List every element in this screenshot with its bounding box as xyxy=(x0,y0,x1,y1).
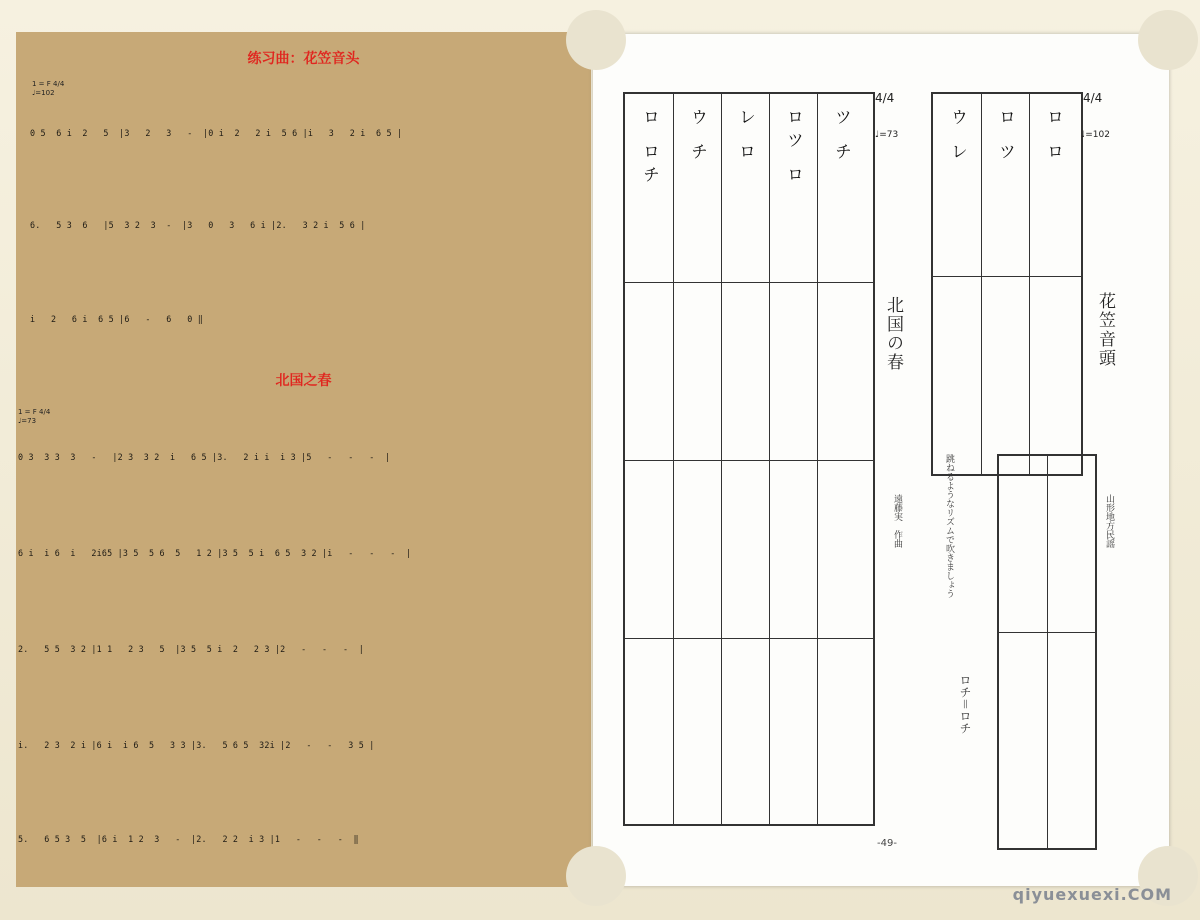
song2-line-1: 0 3 3 3 3 - |2 3 3 2 i 6 5 |3. 2 i i i 3 |5 - - - | xyxy=(18,452,391,462)
song2-line-2: 6 i i 6 i 2i65 |3 5 5 6 5 1 2 |3 5 5 i 6 5 3 2 |i - - - | xyxy=(18,548,412,558)
song1-notation-grid xyxy=(931,92,1083,476)
notation-glyph: ロ ツ xyxy=(995,108,1015,166)
song2-key: 1 = F 4/4 xyxy=(18,408,51,416)
song1-title: 练习曲：花笠音头 xyxy=(247,51,360,67)
song2-tempo: ♩=73 xyxy=(18,417,37,425)
grid-row-line xyxy=(625,638,873,639)
song2-time-signature: 4/4 xyxy=(875,91,895,105)
song2-line-3: 2. 5 5 3 2 |1 1 2 3 5 |3 5 5 i 2 2 3 |2 - - - | xyxy=(18,644,364,654)
notation-glyph: ロツ ロ xyxy=(783,108,803,189)
song2-title: 北国之春 xyxy=(275,373,332,389)
grid-col-line xyxy=(981,94,982,474)
notation-glyph: レ ロ xyxy=(735,108,755,166)
song2-tempo-mark: ♩=73 xyxy=(875,130,899,140)
song2-vertical-title: 北国の春 xyxy=(883,296,903,372)
song-instruction: 跳ねるようなリズムで吹きましょう xyxy=(944,454,954,598)
notation-glyph: ウ チ xyxy=(687,108,707,166)
song2-notation-grid xyxy=(623,92,875,826)
grid-col-line xyxy=(1029,94,1030,474)
grid-row-line xyxy=(625,282,873,283)
notation-glyph: ロ ロチ xyxy=(639,108,659,189)
song2-meta xyxy=(18,408,50,426)
song1-key: 1 = F 4/4 xyxy=(32,80,65,88)
grid-col-line xyxy=(721,94,722,824)
song2-line-4: i. 2 3 2 i |6 i i 6 5 3 3 |3. 5 6 5 32i |2 - - 3 5 | xyxy=(18,740,375,750)
site-watermark: qiyuexuexi.COM xyxy=(1012,885,1172,904)
song1-tempo: ♩=102 xyxy=(32,89,55,97)
grid-row-line xyxy=(933,276,1081,277)
song1-vertical-title: 花笠音頭 xyxy=(1095,292,1115,368)
page-number: -49- xyxy=(877,838,897,849)
photo-corner xyxy=(1138,10,1198,70)
song1-time-signature: 4/4 xyxy=(1083,91,1103,105)
song1-region: 山形地方民謡 xyxy=(1104,494,1114,548)
notation-glyph: ロ ロ xyxy=(1043,108,1063,166)
numbered-notation-panel xyxy=(16,32,591,887)
notation-glyph: ウ レ xyxy=(947,108,967,166)
grid-col-line xyxy=(817,94,818,824)
song1-line-3: i 2 6 i 6 5 |6 - 6 0 ‖ xyxy=(30,314,203,324)
photo-corner xyxy=(566,10,626,70)
grid-col-line xyxy=(1047,456,1048,848)
note-equivalence: ロチ＝ロチ xyxy=(958,674,972,735)
photo-corner xyxy=(566,846,626,906)
notation-glyph: ツ チ xyxy=(831,108,851,166)
song1-line-1: 0 5 6 i 2 5 |3 2 3 - |0 i 2 2 i 5 6 |i 3 2 i 6 5 | xyxy=(30,128,403,138)
grid-row-line xyxy=(625,460,873,461)
song1-meta xyxy=(32,80,64,98)
song1-tempo-mark: ♩=102 xyxy=(1081,130,1110,140)
grid-col-line xyxy=(673,94,674,824)
grid-col-line xyxy=(769,94,770,824)
scanned-score-page xyxy=(593,34,1169,886)
song2-line-5: 5. 6 5 3 5 |6 i 1 2 3 - |2. 2 2 i 3 |1 - - - ‖ xyxy=(18,834,359,844)
song2-composer: 遠藤実 作曲 xyxy=(892,494,902,548)
grid-row-line xyxy=(999,632,1095,633)
song1-notation-grid-lower xyxy=(997,454,1097,850)
song1-line-2: 6. 5 3 6 |5 3 2 3 - |3 0 3 6 i |2. 3 2 i 5 6 | xyxy=(30,220,366,230)
